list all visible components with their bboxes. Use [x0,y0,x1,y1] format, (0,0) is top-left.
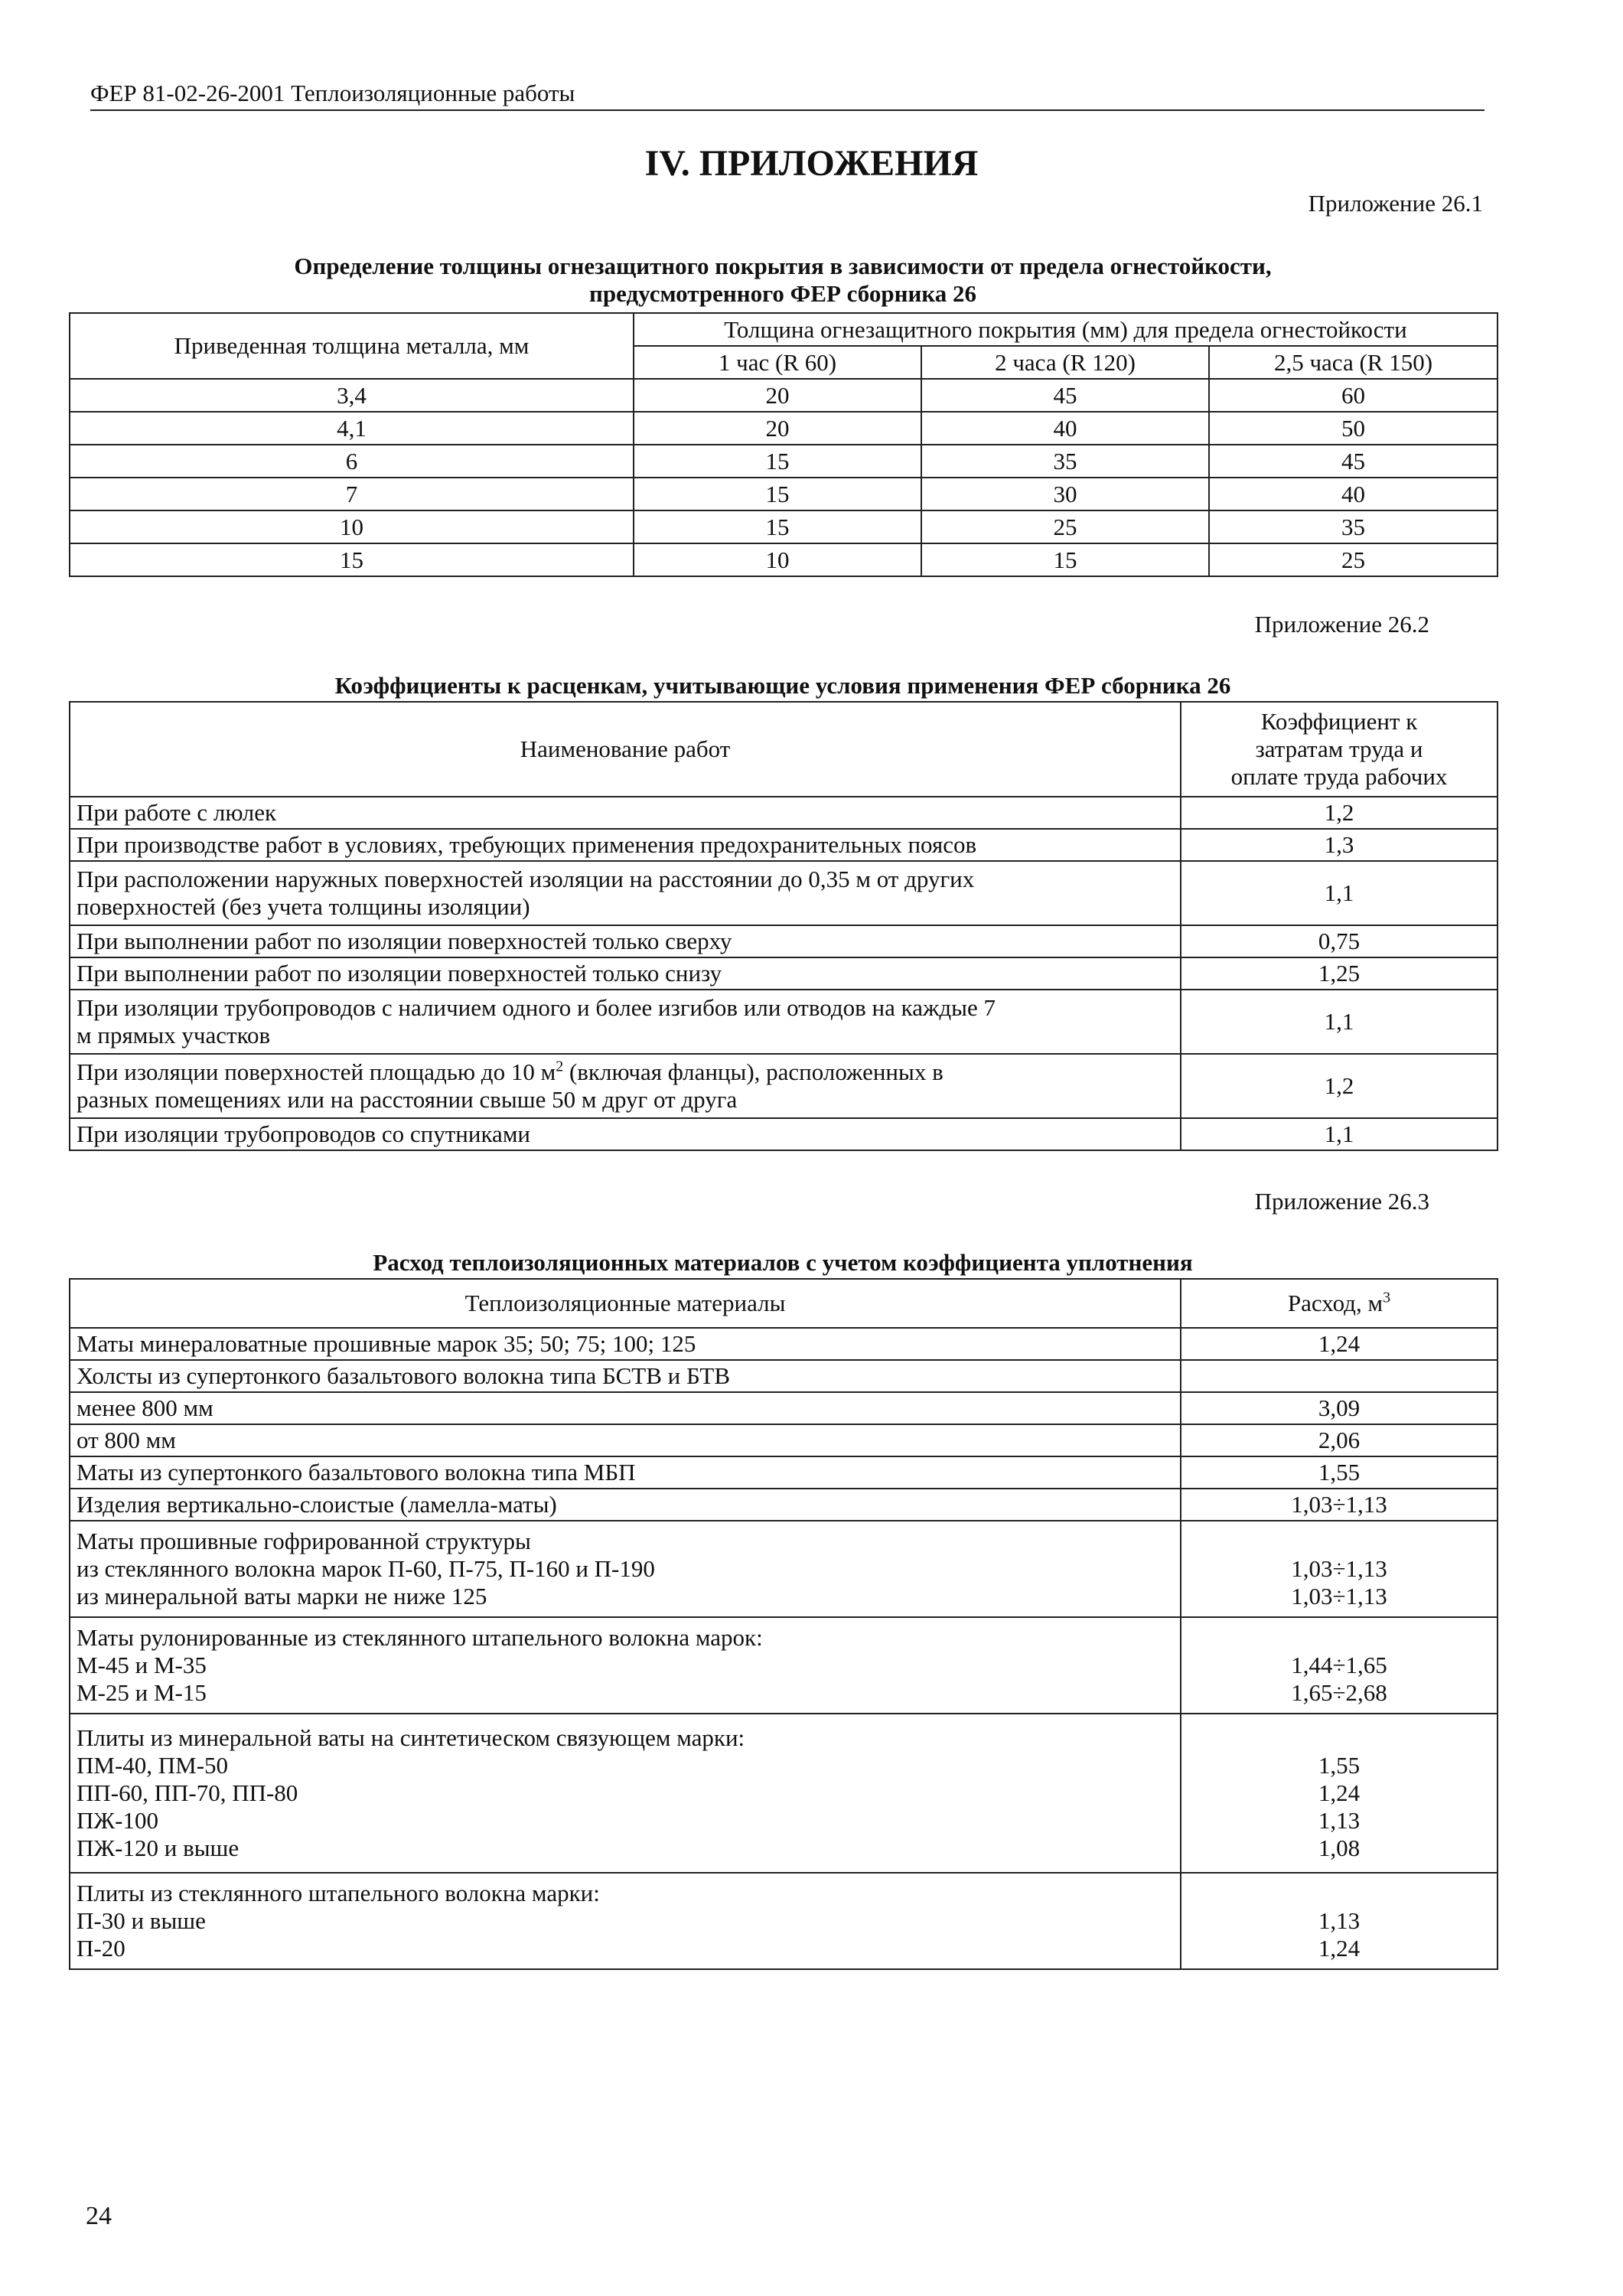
table-cell: 10 [70,510,634,543]
appendix-label: Приложение 26.3 [1254,1188,1429,1215]
table-caption: Определение толщины огнезащитного покрытия в зависимости от предела огнестойкости, [294,253,1272,279]
table-cell: 1,1 [1181,861,1498,925]
table-cell: 15 [634,478,921,510]
table-cell: Холсты из супертонкого базальтового волокна типа БСТВ и БТВ [70,1360,1181,1392]
table-cell: 3,09 [1181,1392,1498,1424]
table-row [70,1489,1498,1521]
table-row [70,1118,1498,1150]
appendix-label: Приложение 26.1 [1308,190,1483,217]
table-row [70,445,1498,478]
table-cell: 7 [70,478,634,510]
column-header: Наименование работ [70,702,1181,797]
table-row [70,1360,1498,1392]
superscript: 2 [556,1058,564,1075]
table-cell: 35 [921,445,1209,478]
table-cell: 1,1 [1181,990,1498,1054]
table-row [70,1521,1498,1617]
table-cell: При производстве работ в условиях, требующих применения предохранительных поясов [70,829,1181,861]
table-row [70,1424,1498,1456]
table-cell: 40 [921,412,1209,445]
table-cell: Маты рулонированные из стеклянного штапельного волокна марок: М-45 и М-35 М-25 и М-15 [70,1617,1181,1714]
cell-text: При изоляции поверхностей площадью до 10 м [77,1058,556,1085]
table-row [70,1328,1498,1360]
table-cell: 4,1 [70,412,634,445]
table-cell: 1,55 [1181,1456,1498,1489]
table-cell: 15 [634,510,921,543]
table-cell: 50 [1209,412,1498,445]
table-caption: Расход теплоизоляционных материалов с учетом коэффициента уплотнения [373,1249,1193,1276]
column-group-header: Толщина огнезащитного покрытия (мм) для предела огнестойкости [634,313,1498,346]
table-cell: Маты прошивные гофрированной структуры из стеклянного волокна марок П-60, П-75, П-160 и П-190 из минеральной ваты марки не ниже 125 [70,1521,1181,1617]
table-row [70,543,1498,576]
table-cell: 20 [634,379,921,412]
table-row [70,379,1498,412]
superscript: 3 [1383,1289,1391,1306]
table-cell: 2,06 [1181,1424,1498,1456]
table-cell: 1,2 [1181,797,1498,829]
table-cell: 0,75 [1181,925,1498,957]
table-cell: 45 [1209,445,1498,478]
table-cell: 1,2 [1181,1054,1498,1118]
coefficients-table [69,701,1498,1151]
table-cell: 1,13 1,24 [1181,1873,1498,1969]
page-number: 24 [86,2202,112,2230]
table-cell: 1,03÷1,13 1,03÷1,13 [1181,1521,1498,1617]
table-cell: Маты из супертонкого базальтового волокна типа МБП [70,1456,1181,1489]
table-cell: 1,3 [1181,829,1498,861]
cell-text: (включая фланцы), расположенных в разных помещениях или на расстоянии свыше 50 м друг от друга [77,1058,943,1113]
column-header-text: Расход, м [1287,1290,1383,1316]
table-cell: 1,1 [1181,1118,1498,1150]
section-title: IV. ПРИЛОЖЕНИЯ [644,143,979,184]
table-cell: 15 [634,445,921,478]
table-row [70,861,1498,925]
table-row [70,510,1498,543]
table-cell: 20 [634,412,921,445]
table-row [70,829,1498,861]
column-header: Коэффициент к затратам труда и оплате труда рабочих [1181,702,1498,797]
table-cell: 6 [70,445,634,478]
table-row [70,1456,1498,1489]
table-cell: При изоляции трубопроводов с наличием одного и более изгибов или отводов на каждые 7 м прямых участков [70,990,1181,1054]
column-header: 2,5 часа (R 150) [1209,346,1498,379]
table-row [70,1054,1498,1118]
table-cell: 15 [70,543,634,576]
running-header: ФЕР 81-02-26-2001 Теплоизоляционные работы [90,80,1484,111]
table-cell: от 800 мм [70,1424,1181,1456]
table-row [70,990,1498,1054]
table-row [70,412,1498,445]
table-cell: 35 [1209,510,1498,543]
table-row [70,1873,1498,1969]
table-cell: 10 [634,543,921,576]
table-cell [1181,1360,1498,1392]
table-cell: 1,03÷1,13 [1181,1489,1498,1521]
table-cell: 40 [1209,478,1498,510]
table-row [70,797,1498,829]
table-row [70,1392,1498,1424]
table-cell: 3,4 [70,379,634,412]
table-cell: 15 [921,543,1209,576]
table-cell: 1,55 1,24 1,13 1,08 [1181,1714,1498,1873]
column-header [1181,1279,1498,1328]
materials-table [69,1278,1498,1970]
table-cell: менее 800 мм [70,1392,1181,1424]
column-header: Теплоизоляционные материалы [70,1279,1181,1328]
table-caption: предусмотренного ФЕР сборника 26 [589,280,976,307]
table-cell: При изоляции трубопроводов со спутниками [70,1118,1181,1150]
table-cell: Маты минераловатные прошивные марок 35; 50; 75; 100; 125 [70,1328,1181,1360]
table-cell: 1,44÷1,65 1,65÷2,68 [1181,1617,1498,1714]
table-cell: 25 [1209,543,1498,576]
table-row [70,1617,1498,1714]
table-cell: 45 [921,379,1209,412]
table-cell: 1,25 [1181,957,1498,990]
table-cell: Плиты из минеральной ваты на синтетическом связующем марки: ПМ-40, ПМ-50 ПП-60, ПП-70, ПП-80 ПЖ-100 ПЖ-120 и выше [70,1714,1181,1873]
column-header: 2 часа (R 120) [921,346,1209,379]
table-cell: 60 [1209,379,1498,412]
table-row [70,1714,1498,1873]
table-cell [70,1054,1181,1118]
table-cell: 25 [921,510,1209,543]
table-cell: 30 [921,478,1209,510]
table-row [70,478,1498,510]
table-cell: При расположении наружных поверхностей изоляции на расстоянии до 0,35 м от других поверхностей (без учета толщины изоляции) [70,861,1181,925]
table-cell: Изделия вертикально-слоистые (ламелла-маты) [70,1489,1181,1521]
appendix-label: Приложение 26.2 [1254,611,1429,638]
table-row [70,925,1498,957]
table-cell: При работе с люлек [70,797,1181,829]
table-caption: Коэффициенты к расценкам, учитывающие условия применения ФЕР сборника 26 [334,672,1231,699]
fire-protection-table [69,312,1498,577]
table-cell: При выполнении работ по изоляции поверхностей только сверху [70,925,1181,957]
table-cell: Плиты из стеклянного штапельного волокна марки: П-30 и выше П-20 [70,1873,1181,1969]
table-cell: При выполнении работ по изоляции поверхностей только снизу [70,957,1181,990]
column-header: Приведенная толщина металла, мм [70,313,634,379]
table-cell: 1,24 [1181,1328,1498,1360]
column-header: 1 час (R 60) [634,346,921,379]
table-row [70,957,1498,990]
